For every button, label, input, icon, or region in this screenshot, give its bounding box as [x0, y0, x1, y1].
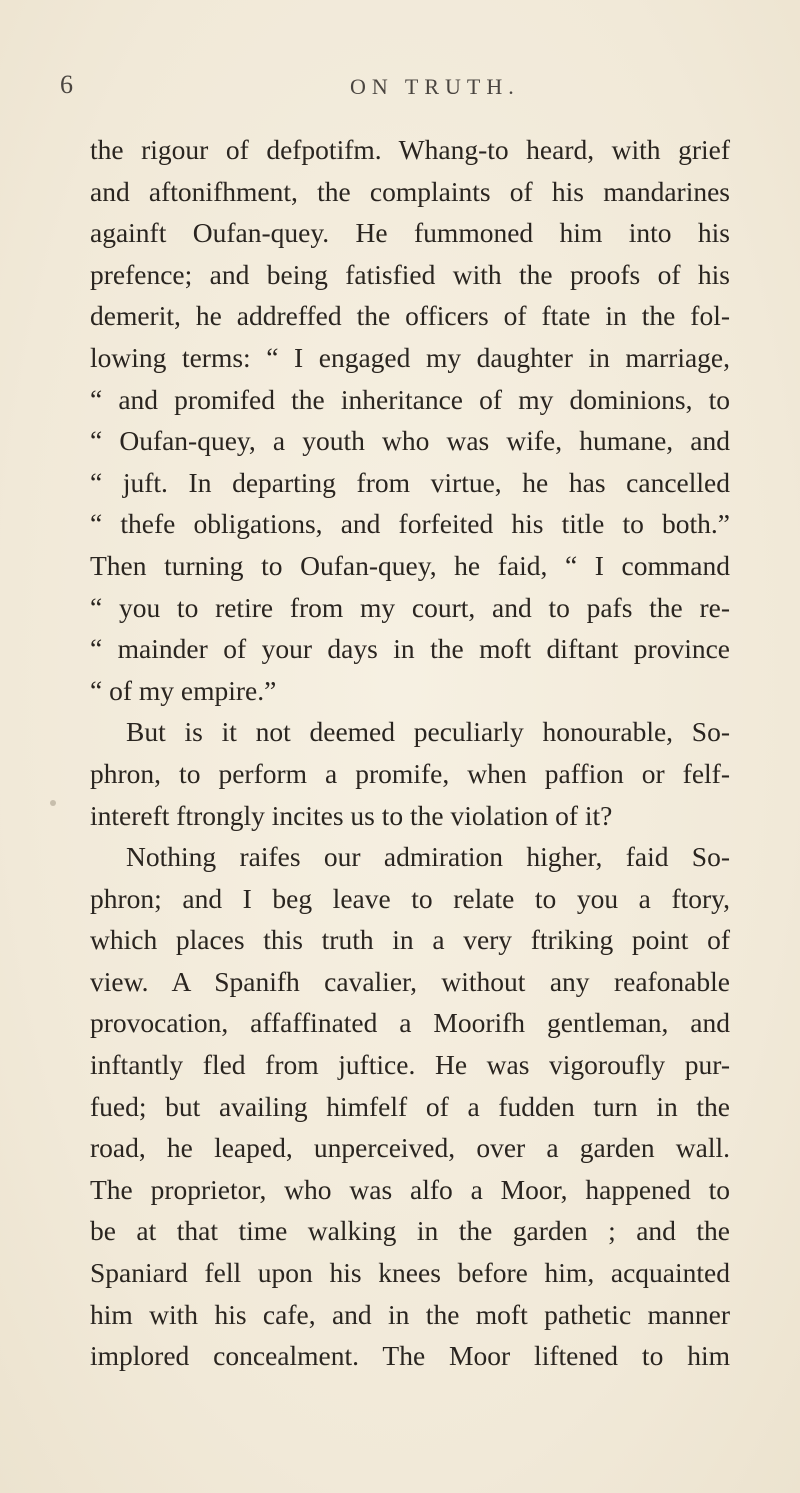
text-line: “ you to retire from my court, and to pafs the re-: [90, 591, 730, 623]
paragraph-start: But is it not deemed peculiarly honourable, So-: [126, 716, 730, 748]
text-line: provocation, affaffinated a Moorifh gentleman, and: [90, 1007, 730, 1039]
text-line: “ of my empire.”: [90, 674, 277, 706]
text-line: “ and promifed the inheritance of my dominions, to: [90, 383, 730, 415]
text-line: phron, to perform a promife, when paffion or felf-: [90, 757, 730, 789]
text-line: the rigour of defpotifm. Whang-to heard, with grief: [90, 134, 730, 165]
running-head: ON TRUTH.: [350, 74, 520, 99]
paragraph-start: Nothing raifes our admiration higher, faid So-: [126, 841, 730, 873]
text-line: “ juft. In departing from virtue, he has cancelled: [90, 466, 730, 498]
text-line: phron; and I beg leave to relate to you a ftory,: [90, 882, 730, 914]
text-line: Spaniard fell upon his knees before him, acquainted: [90, 1257, 730, 1289]
text-line: view. A Spanifh cavalier, without any reafonable: [90, 965, 730, 997]
text-line: “ mainder of your days in the moft diftant province: [90, 633, 730, 665]
text-line: and aftonifhment, the complaints of his mandarines: [90, 175, 730, 207]
text-line: road, he leaped, unperceived, over a garden wall.: [90, 1132, 730, 1164]
text-line: againft Oufan-quey. He fummoned him into his: [90, 217, 730, 249]
text-line: “ thefe obligations, and forfeited his title to both.”: [90, 508, 730, 540]
body-text: [90, 129, 730, 1377]
page-number: 6: [60, 70, 73, 99]
text-line: Then turning to Oufan-quey, he faid, “ I command: [90, 549, 730, 581]
text-line: intereft ftrongly incites us to the violation of it?: [90, 799, 613, 831]
text-line: which places this truth in a very ftriking point of: [90, 924, 730, 956]
text-line: “ Oufan-quey, a youth who was wife, humane, and: [90, 425, 730, 457]
text-line: lowing terms: “ I engaged my daughter in marriage,: [90, 341, 730, 373]
text-line: prefence; and being fatisfied with the proofs of his: [90, 258, 730, 290]
text-line: be at that time walking in the garden ; and the: [90, 1215, 730, 1247]
text-line: implored concealment. The Moor liftened to him: [90, 1340, 730, 1372]
page-header: [60, 70, 750, 106]
text-line: him with his cafe, and in the moft pathetic manner: [90, 1298, 730, 1330]
text-line: demerit, he addreffed the officers of ftate in the fol-: [90, 300, 730, 332]
text-line: The proprietor, who was alfo a Moor, happened to: [90, 1173, 730, 1205]
text-line: fued; but availing himfelf of a fudden turn in the: [90, 1090, 730, 1122]
text-line: inftantly fled from juftice. He was vigoroufly pur-: [90, 1049, 730, 1081]
ink-spot: [50, 800, 56, 806]
